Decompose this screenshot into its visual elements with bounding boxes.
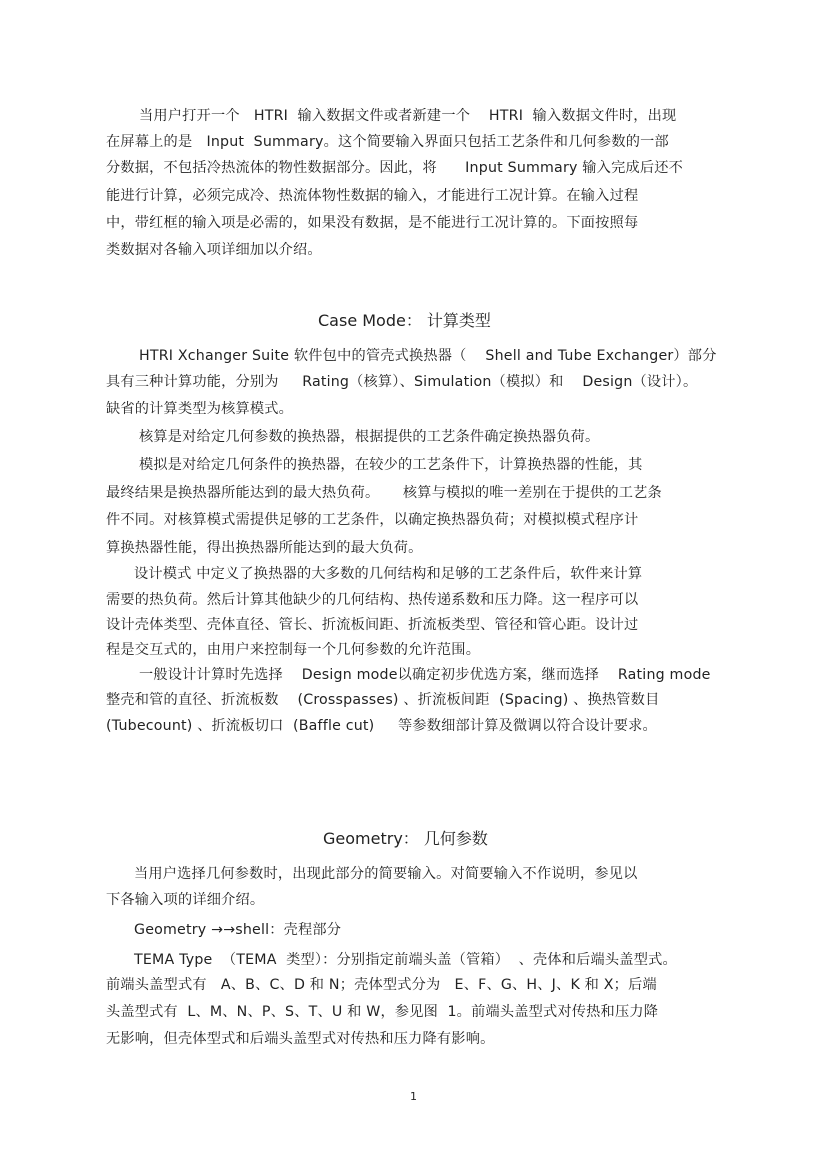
case-mode-p2-line-1: 核算是对给定几何参数的换热器，根据提供的工艺条件确定换热器负荷。: [139, 429, 600, 445]
case-mode-p3-line-2: 最终结果是换热器所能达到的最大热负荷。 核算与模拟的唯一差别在于提供的工艺条: [106, 485, 662, 501]
page-number: 1: [410, 1090, 417, 1103]
case-mode-p1-line-3: 缺省的计算类型为核算模式。: [106, 401, 294, 417]
case-mode-p1-line-2: 具有三种计算功能，分别为 Rating（核算）、Simulation（模拟）和 Design（设计）。: [106, 374, 698, 390]
case-mode-p1-line-1: HTRI Xchanger Suite 软件包中的管壳式换热器（ Shell and Tube Exchanger）部分: [139, 348, 717, 364]
case-mode-p4-line-4: 程是交互式的，由用户来控制每一个几何参数的允许范围。: [106, 642, 481, 658]
intro-line-5: 中，带红框的输入项是必需的，如果没有数据，是不能进行工况计算的。下面按照每: [106, 215, 639, 231]
case-mode-p5-line-1: 一般设计计算时先选择 Design mode以确定初步优选方案，继而选择 Rating mode: [139, 667, 711, 683]
case-mode-p4-line-3: 设计壳体类型、壳体直径、管长、折流板间距、折流板类型、管径和管心距。设计过: [106, 617, 639, 633]
intro-line-3: 分数据，不包括冷热流体的物性数据部分。因此，将 Input Summary 输入完成后还不: [106, 160, 684, 176]
case-mode-p4-line-2: 需要的热负荷。然后计算其他缺少的几何结构、热传递系数和压力降。这一程序可以: [106, 592, 639, 608]
geometry-heading: Geometry： 几何参数: [323, 829, 488, 848]
intro-line-2: 在屏幕上的是 Input Summary。这个简要输入界面只包括工艺条件和几何参数的一部: [106, 134, 669, 150]
geometry-p3-line-1: TEMA Type （TEMA 类型）：分别指定前端头盖（管箱） 、壳体和后端头盖型式。: [134, 952, 677, 968]
geometry-p3-line-4: 无影响，但壳体型式和后端头盖型式对传热和压力降有影响。: [106, 1031, 495, 1047]
case-mode-p3-line-3: 件不同。对核算模式需提供足够的工艺条件，以确定换热器负荷；对模拟模式程序计: [106, 512, 639, 528]
intro-line-6: 类数据对各输入项详细加以介绍。: [106, 242, 322, 258]
case-mode-p5-line-2: 整壳和管的直径、折流板数 (Crosspasses) 、折流板间距 (Spacing) 、换热管数目: [106, 692, 660, 708]
case-mode-p4-line-1: 设计模式 中定义了换热器的大多数的几何结构和足够的工艺条件后，软件来计算: [134, 566, 643, 582]
geometry-shell-subheading: Geometry →→shell：壳程部分: [134, 922, 342, 938]
intro-line-1: 当用户打开一个 HTRI 输入数据文件或者新建一个 HTRI 输入数据文件时，出现: [139, 108, 677, 124]
geometry-p1-line-2: 下各输入项的详细介绍。: [106, 892, 265, 908]
geometry-p1-line-1: 当用户选择几何参数时，出现此部分的简要输入。对简要输入不作说明，参见以: [134, 866, 638, 882]
geometry-p3-line-2: 前端头盖型式有 A、B、C、D 和 N；壳体型式分为 E、F、G、H、J、K 和 X；后端: [106, 977, 657, 993]
case-mode-p3-line-1: 模拟是对给定几何条件的换热器，在较少的工艺条件下，计算换热器的性能，其: [139, 457, 643, 473]
case-mode-p3-line-4: 算换热器性能，得出换热器所能达到的最大负荷。: [106, 540, 423, 556]
intro-line-4: 能进行计算，必须完成冷、热流体物性数据的输入，才能进行工况计算。在输入过程: [106, 188, 639, 204]
geometry-p3-line-3: 头盖型式有 L、M、N、P、S、T、U 和 W，参见图 1。前端头盖型式对传热和压力降: [106, 1004, 659, 1020]
case-mode-heading: Case Mode： 计算类型: [318, 311, 491, 330]
case-mode-p5-line-3: (Tubecount) 、折流板切口 (Baffle cut) 等参数细部计算及微调以符合设计要求。: [106, 718, 657, 734]
